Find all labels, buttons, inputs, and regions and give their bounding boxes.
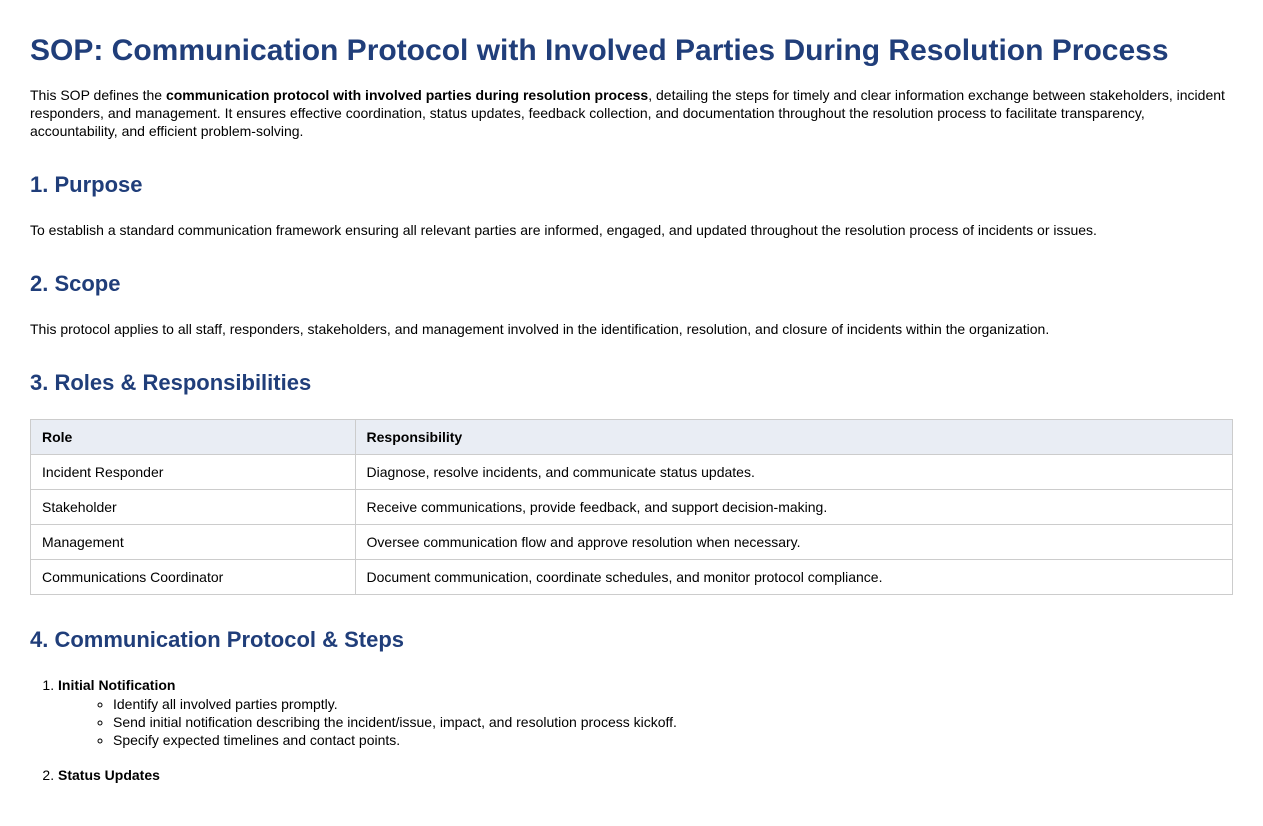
step-title: Status Updates: [58, 767, 160, 783]
purpose-paragraph: To establish a standard communication framework ensuring all relevant parties are informed, engaged, and updated throughout the resolution process of incidents or issues.: [30, 222, 1097, 238]
scope-paragraph: This protocol applies to all staff, responders, stakeholders, and management involved in the identification, resolution, and closure of incidents within the organization.: [30, 321, 1050, 337]
intro-prefix: This SOP defines the: [30, 87, 166, 103]
step-item: [58, 676, 1233, 749]
step-bullet: ◦ Specify expected timelines and contact points.: [113, 731, 1233, 749]
table-header-role: Role: [31, 420, 356, 455]
table-row: [31, 560, 1233, 595]
role-cell: Stakeholder: [31, 490, 356, 525]
table-row: [31, 525, 1233, 560]
page-title: SOP: Communication Protocol with Involved Parties During Resolution Process: [30, 34, 1169, 67]
step-bullet-list: [58, 695, 1233, 749]
protocol-steps-list: [30, 676, 1233, 784]
table-header-row: [31, 420, 1233, 455]
responsibility-cell: Document communication, coordinate schedules, and monitor protocol compliance.: [355, 560, 1232, 595]
step-item: [58, 766, 1233, 784]
responsibility-cell: Diagnose, resolve incidents, and communicate status updates.: [355, 455, 1232, 490]
step-title: Initial Notification: [58, 677, 176, 693]
role-cell: Management: [31, 525, 356, 560]
table-header-responsibility: Responsibility: [355, 420, 1232, 455]
roles-responsibilities-table: [30, 419, 1233, 595]
step-bullet: ◦ Identify all involved parties promptly.: [113, 695, 1233, 713]
responsibility-cell: Oversee communication flow and approve resolution when necessary.: [355, 525, 1232, 560]
intro-paragraph: [30, 86, 1233, 140]
section-heading-scope: 2. Scope: [30, 271, 121, 296]
intro-suffix: , detailing the steps for timely and clear information exchange between stakeholders, incident responders, and management. It ensures effective coordination, status updates, feedback collection, and documentation throughout the resolution process to facilitate transparency, accountability, and efficient problem-solving.: [30, 87, 1225, 139]
table-row: [31, 455, 1233, 490]
section-heading-protocol: 4. Communication Protocol & Steps: [30, 627, 405, 652]
intro-bold-phrase: communication protocol with involved parties during resolution process: [165, 87, 649, 103]
responsibility-cell: Receive communications, provide feedback, and support decision-making.: [355, 490, 1232, 525]
table-row: [31, 490, 1233, 525]
section-heading-roles: 3. Roles & Responsibilities: [30, 370, 312, 395]
sop-document: [30, 30, 1233, 784]
role-cell: Communications Coordinator: [31, 560, 356, 595]
step-bullet: ◦ Send initial notification describing the incident/issue, impact, and resolution process kickoff.: [113, 713, 1233, 731]
role-cell: Incident Responder: [31, 455, 356, 490]
section-heading-purpose: 1. Purpose: [30, 172, 143, 197]
